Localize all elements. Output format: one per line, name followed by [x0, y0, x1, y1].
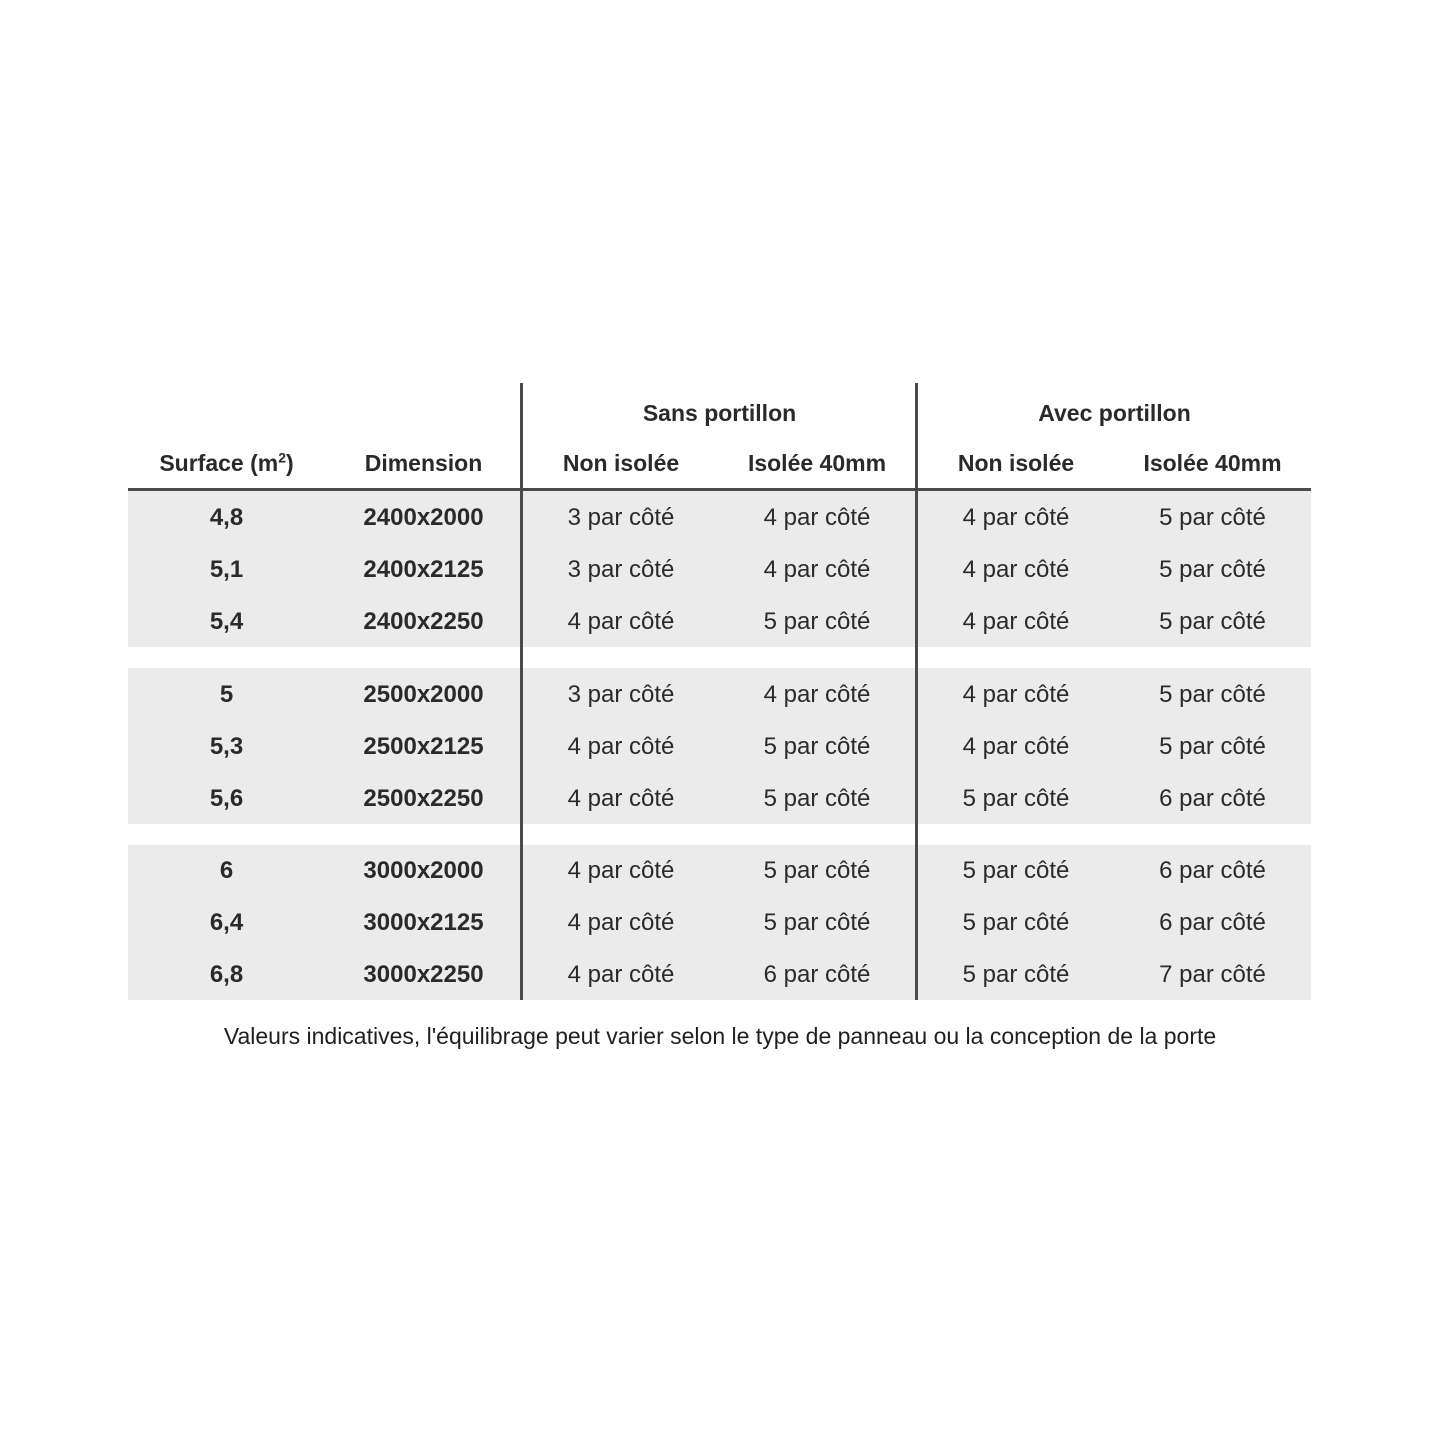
surface-header-superscript: 2	[278, 449, 286, 466]
value-cell: 7 par côté	[1159, 961, 1266, 988]
group-header-sans-portillon: Sans portillon	[642, 400, 797, 426]
vertical-rule-avec-portillon	[915, 383, 918, 1000]
value-cell: 5 par côté	[1159, 556, 1266, 583]
value-cell: 4 par côté	[962, 681, 1070, 708]
value-cell: 6 par côté	[1159, 909, 1266, 936]
surface-cell: 5,6	[209, 785, 244, 812]
value-cell: 4 par côté	[567, 961, 675, 988]
column-header-dimension: Dimension	[364, 450, 483, 476]
column-header-avec-non-isolee: Non isolée	[957, 450, 1075, 476]
value-cell: 6 par côté	[1159, 785, 1266, 812]
value-cell: 4 par côté	[962, 733, 1070, 760]
dimension-cell: 2500x2125	[363, 733, 484, 760]
dimension-cell: 3000x2250	[363, 961, 484, 988]
value-cell: 4 par côté	[962, 608, 1070, 635]
value-cell: 4 par côté	[567, 733, 675, 760]
value-cell: 4 par côté	[962, 556, 1070, 583]
value-cell: 4 par côté	[567, 909, 675, 936]
surface-cell: 5,3	[209, 733, 244, 760]
value-cell: 4 par côté	[763, 556, 871, 583]
surface-cell: 6,4	[209, 909, 244, 936]
value-cell: 4 par côté	[763, 504, 871, 531]
footnote: Valeurs indicatives, l'équilibrage peut varier selon le type de panneau ou la conception de la porte	[223, 1023, 1217, 1049]
surface-header-prefix: Surface (m	[159, 450, 279, 476]
vertical-rule-sans-portillon	[520, 383, 523, 1000]
value-cell: 6 par côté	[763, 961, 871, 988]
value-cell: 5 par côté	[763, 733, 871, 760]
value-cell: 5 par côté	[763, 785, 871, 812]
value-cell: 4 par côté	[567, 608, 675, 635]
value-cell: 5 par côté	[1159, 504, 1266, 531]
value-cell: 5 par côté	[962, 857, 1070, 884]
dimension-cell: 2400x2250	[363, 608, 484, 635]
value-cell: 4 par côté	[567, 785, 675, 812]
value-cell: 5 par côté	[962, 909, 1070, 936]
value-cell: 6 par côté	[1159, 857, 1266, 884]
surface-cell: 6,8	[209, 961, 244, 988]
header-rule	[128, 488, 1311, 491]
value-cell: 4 par côté	[763, 681, 871, 708]
dimension-cell: 2500x2250	[363, 785, 484, 812]
column-header-avec-isolee-40mm: Isolée 40mm	[1143, 450, 1282, 476]
surface-cell: 6	[219, 857, 234, 884]
column-header-surface	[128, 443, 325, 483]
value-cell: 5 par côté	[763, 909, 871, 936]
group-header-avec-portillon: Avec portillon	[1038, 400, 1191, 426]
value-cell: 5 par côté	[962, 785, 1070, 812]
surface-cell: 4,8	[209, 504, 244, 531]
dimension-cell: 2500x2000	[363, 681, 484, 708]
value-cell: 5 par côté	[1159, 733, 1266, 760]
column-header-sans-non-isolee: Non isolée	[562, 450, 680, 476]
dimension-cell: 2400x2000	[363, 504, 484, 531]
value-cell: 4 par côté	[962, 504, 1070, 531]
value-cell: 5 par côté	[962, 961, 1070, 988]
value-cell: 5 par côté	[763, 857, 871, 884]
surface-cell: 5,1	[209, 556, 244, 583]
value-cell: 3 par côté	[567, 504, 675, 531]
surface-header-suffix: )	[286, 450, 294, 476]
value-cell: 5 par côté	[763, 608, 871, 635]
value-cell: 3 par côté	[567, 681, 675, 708]
dimension-cell: 3000x2000	[363, 857, 484, 884]
dimension-cell: 2400x2125	[363, 556, 484, 583]
dimension-cell: 3000x2125	[363, 909, 484, 936]
column-header-sans-isolee-40mm: Isolée 40mm	[747, 450, 887, 476]
value-cell: 5 par côté	[1159, 681, 1266, 708]
value-cell: 5 par côté	[1159, 608, 1266, 635]
surface-cell: 5,4	[209, 608, 244, 635]
spec-table	[128, 383, 1311, 1000]
value-cell: 4 par côté	[567, 857, 675, 884]
surface-cell: 5	[219, 681, 234, 708]
value-cell: 3 par côté	[567, 556, 675, 583]
